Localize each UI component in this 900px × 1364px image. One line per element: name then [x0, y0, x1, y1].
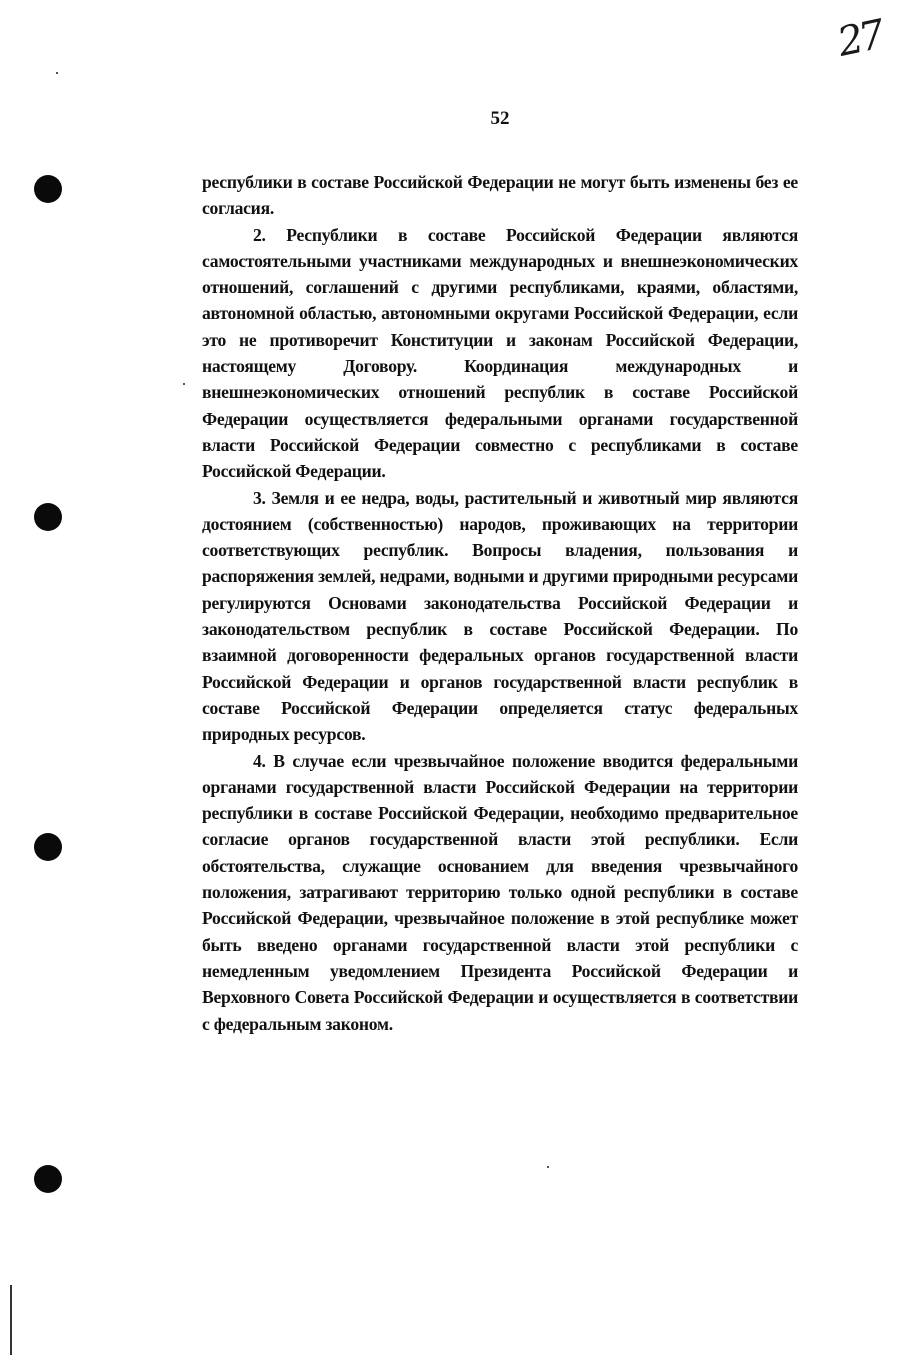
scan-speck [183, 383, 185, 385]
paragraph-4: 4. В случае если чрезвычайное положение вводится федеральными органами государственной власти Российской Федерации на территории республики в составе Российской Федерации, необходимо предварительное согласие органов государственной власти этой республики. Если обстоятельства, служащие основанием для введения чрезвычайного положения, затрагивают территорию только одной республики в составе Российской Федерации, чрезвычайное положение в этой республике может быть введено органами государственной власти этой республики с немедленным уведомлением Президента Российской Федерации и Верховного Совета Российской Федерации и осуществляется в соответствии с федеральным законом. [202, 750, 798, 1034]
scan-speck [56, 72, 58, 74]
handwritten-page-number: 27 [833, 12, 886, 66]
scan-speck [547, 1166, 549, 1168]
binder-hole [34, 175, 62, 203]
binder-hole [34, 503, 62, 531]
binder-hole [34, 1165, 62, 1193]
binder-hole [34, 833, 62, 861]
page-number: 52 [490, 108, 510, 129]
paragraph-continuation: республики в составе Российской Федерации не могут быть изменены без ее согласия. [202, 172, 798, 219]
paragraph-3: 3. Земля и ее недра, воды, растительный и животный мир являются достоянием (собственностью) народов, проживающих на территории соответствующих республик. Вопросы владения, пользования и распоряжения землей, недрами, водными и другими природными ресурсами регулируются Основами законодательства Российской Федерации и законодательством республик в составе Российской Федерации. По взаимной договоренности федеральных органов государственной власти Российской Федерации и органов государственной власти республик в составе Российской Федерации определяется статус федеральных природных ресурсов. [202, 487, 798, 745]
paragraph-2: 2. Республики в составе Российской Федерации являются самостоятельными участниками международных и внешнеэкономических отношений, соглашений с другими республиками, краями, областями, автономной областью, автономными округами Российской Федерации, если это не противоречит Конституции и законам Российской Федерации, настоящему Договору. Координация международных и внешнеэкономических отношений республик в составе Российской Федерации осуществляется федеральными органами государственной власти Российской Федерации совместно с республиками в составе Российской Федерации. [202, 224, 798, 482]
document-body [202, 169, 798, 1037]
scan-edge-mark [10, 1285, 12, 1355]
